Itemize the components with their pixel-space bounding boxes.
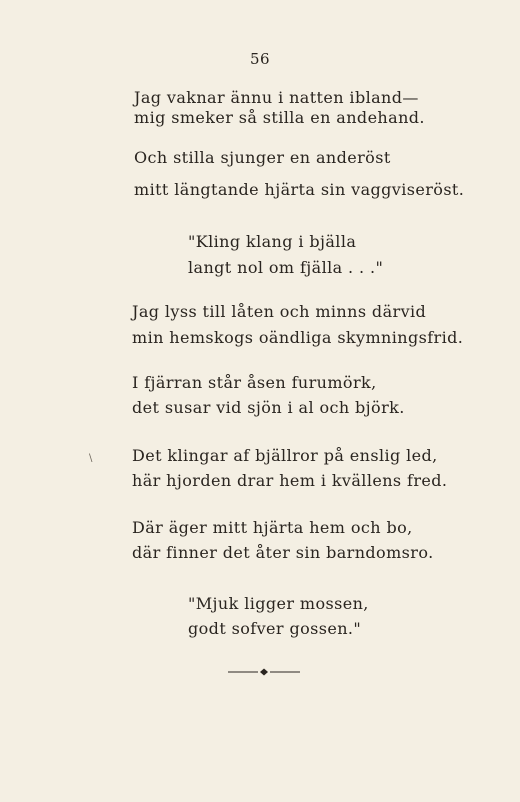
poem-line: "Mjuk ligger mossen, (188, 594, 369, 613)
poem-line: Det klingar af bjällror på enslig led, (132, 446, 438, 465)
poem-line: langt nol om fjälla . . ." (188, 258, 384, 277)
poem-line: Jag lyss till låten och minns därvid (132, 302, 427, 321)
poem-line: Och stilla sjunger en anderöst (134, 148, 391, 167)
poem-line: min hemskogs oändliga skymningsfrid. (132, 328, 464, 347)
poem-line: I fjärran står åsen furumörk, (132, 373, 377, 392)
poem-line: Där äger mitt hjärta hem och bo, (132, 518, 413, 537)
marginal-mark: \ (89, 453, 93, 464)
poem-line: "Kling klang i bjälla (188, 232, 357, 251)
rule-with-diamond-icon (228, 667, 300, 677)
poem-line: godt sofver gossen." (188, 619, 362, 638)
poem-line: här hjorden drar hem i kvällens fred. (132, 471, 448, 490)
poem-line: mig smeker så stilla en andehand. (134, 108, 425, 127)
poem-line: där finner det åter sin barndomsro. (132, 543, 434, 562)
poem-line: det susar vid sjön i al och björk. (132, 398, 405, 417)
page-number: 56 (249, 50, 271, 68)
poem-line: Jag vaknar ännu i natten ibland— (134, 88, 419, 107)
poem-line: mitt längtande hjärta sin vaggviseröst. (134, 180, 465, 199)
